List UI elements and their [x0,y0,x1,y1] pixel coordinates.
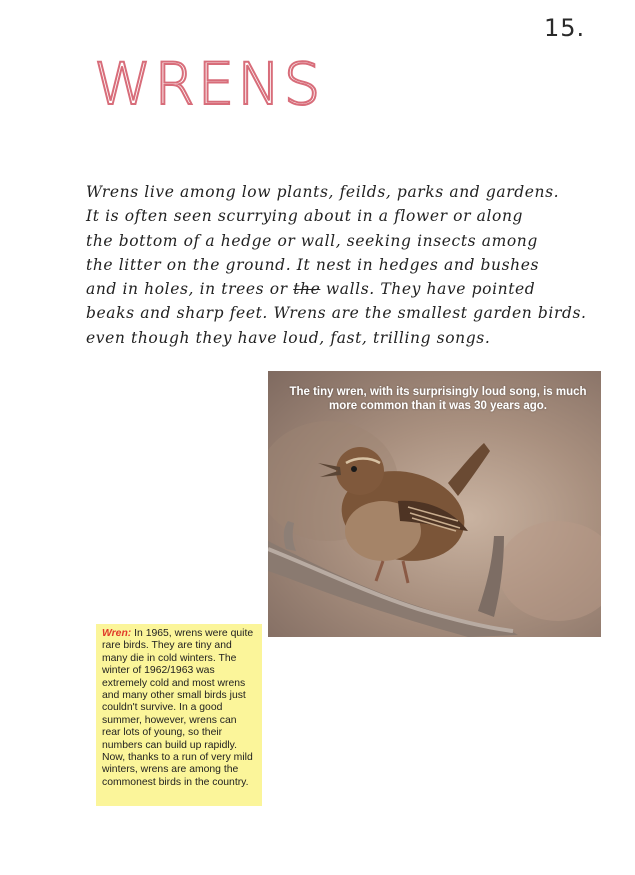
wren-eye [351,466,357,472]
page-number: 15. [544,14,586,42]
fact-box [96,624,262,806]
fact-label: Wren: [102,628,132,639]
handwriting-line [86,277,626,301]
fact-text [102,628,256,789]
handwriting-fragment: and in holes, in trees or [86,280,288,299]
handwriting-line: the bottom of a hedge or wall, seeking insects among [86,231,538,250]
handwriting-line: It is often seen scurrying about in a flower or along [86,207,524,226]
handwriting-line: Wrens live among low plants, feilds, parks and gardens. [86,183,560,201]
handwritten-paragraph [86,180,626,350]
struck-word: the [293,280,321,299]
wren-photo [268,371,601,637]
handwriting-line: even though they have loud, fast, trilling songs. [86,328,491,347]
page-title: WRENS [94,50,324,118]
handwriting-line: beaks and sharp feet. Wrens are the smallest garden birds. [86,304,587,323]
handwriting-fragment: walls. They have pointed [325,280,536,299]
fact-body: In 1965, wrens were quite rare birds. They are tiny and many die in cold winters. The winter of 1962/1963 was extremely cold and most wrens and many other small birds just couldn't survive. In a good summer, however, wrens can rear lots of young, so their numbers can build up rapidly. Now, thanks to a run of very mild winters, wrens are among the commonest birds in the country. [102,628,254,788]
background-blur [498,521,601,621]
wren-tail [448,443,490,496]
handwriting-line: the litter on the ground. It nest in hedges and bushes [86,255,540,274]
wren-legs [376,561,408,583]
branch-twig [478,536,504,617]
photo-caption: The tiny wren, with its surprisingly loud song, is much more common than it was 30 years ago. [289,386,587,412]
wren-head [336,447,384,495]
